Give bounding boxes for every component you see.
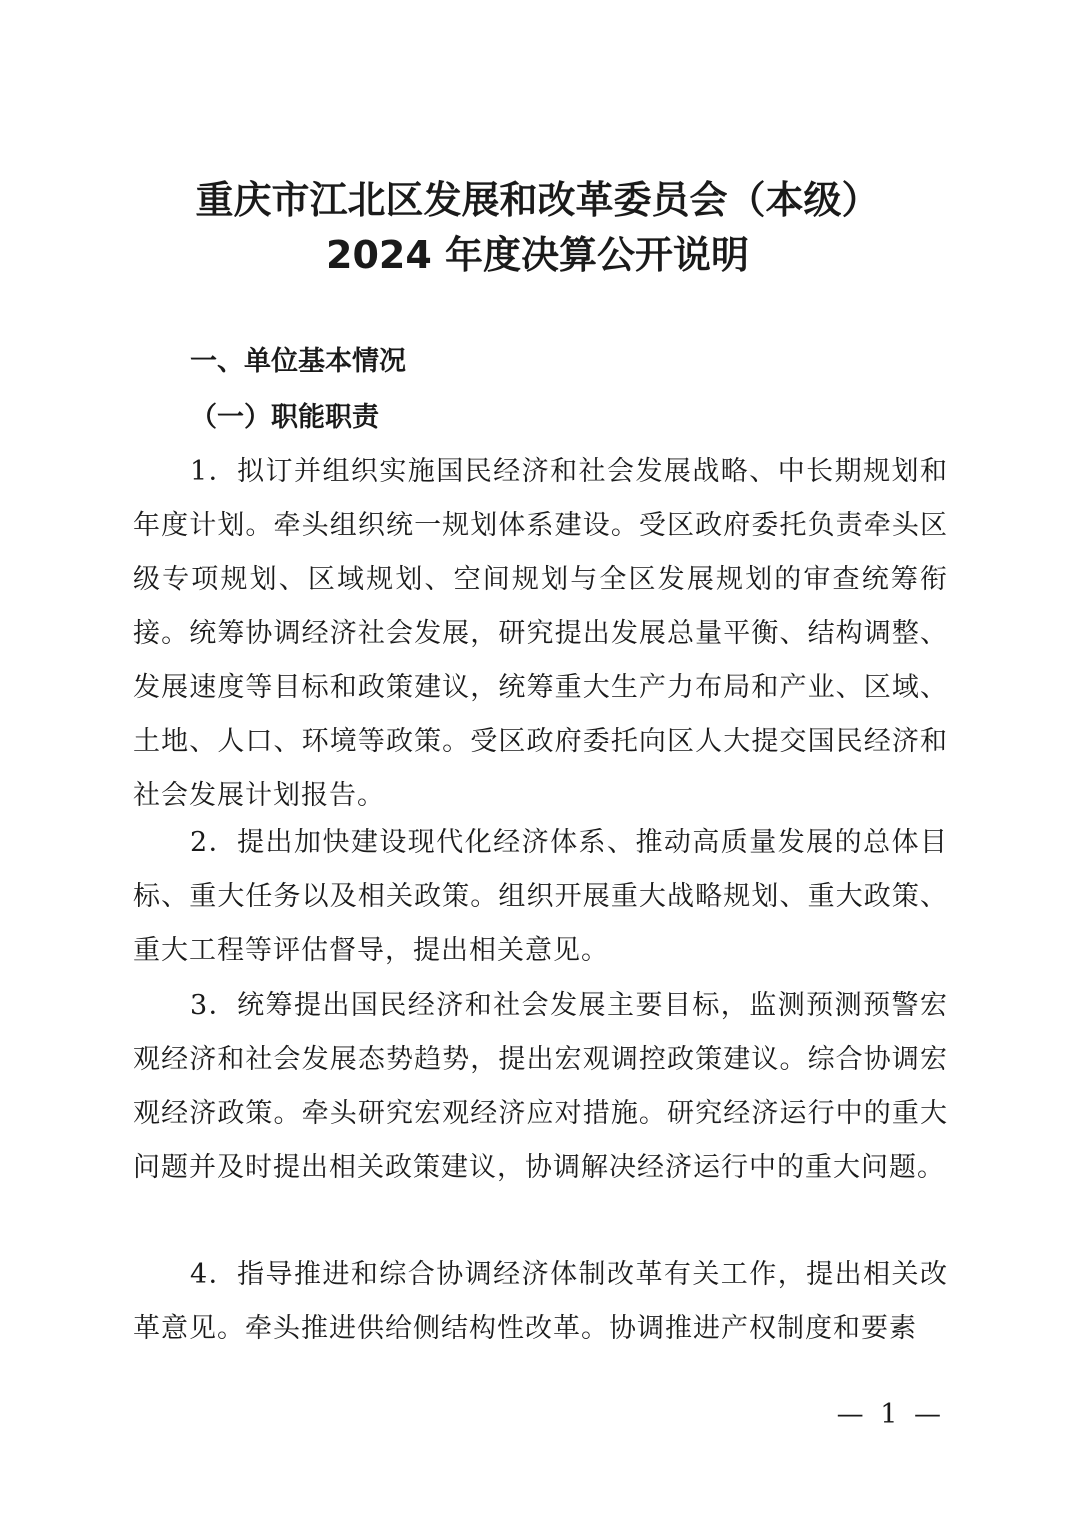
document-title-line-2: 2024 年度决算公开说明 <box>326 233 749 277</box>
document-title-line-1: 重庆市江北区发展和改革委员会（本级） <box>195 178 880 222</box>
paragraph-function-1: 1．拟订并组织实施国民经济和社会发展战略、中长期规划和年度计划。牵头组织统一规划体系建设。受区政府委托负责牵头区级专项规划、区域规划、空间规划与全区发展规划的审查统筹衔接。统筹协调经济社会发展，研究提出发展总量平衡、结构调整、发展速度等目标和政策建议，统筹重大生产力布局和产业、区域、土地、人口、环境等政策。受区政府委托向区人大提交国民经济和社会发展计划报告。 <box>133 456 948 811</box>
paragraph-function-3: 3．统筹提出国民经济和社会发展主要目标，监测预测预警宏观经济和社会发展态势趋势，提出宏观调控政策建议。综合协调宏观经济政策。牵头研究宏观经济应对措施。研究经济运行中的重大问题并及时提出相关政策建议，协调解决经济运行中的重大问题。 <box>133 990 948 1183</box>
subsection-heading-functions: （一）职能职责 <box>190 402 379 433</box>
page-number: — 1 — <box>836 1399 945 1430</box>
paragraph-function-4: 4．指导推进和综合协调经济体制改革有关工作，提出相关改革意见。牵头推进供给侧结构性改革。协调推进产权制度和要素 <box>133 1259 948 1344</box>
paragraph-function-2: 2．提出加快建设现代化经济体系、推动高质量发展的总体目标、重大任务以及相关政策。组织开展重大战略规划、重大政策、重大工程等评估督导，提出相关意见。 <box>133 827 948 966</box>
section-heading-unit-basic-info: 一、单位基本情况 <box>190 346 406 377</box>
